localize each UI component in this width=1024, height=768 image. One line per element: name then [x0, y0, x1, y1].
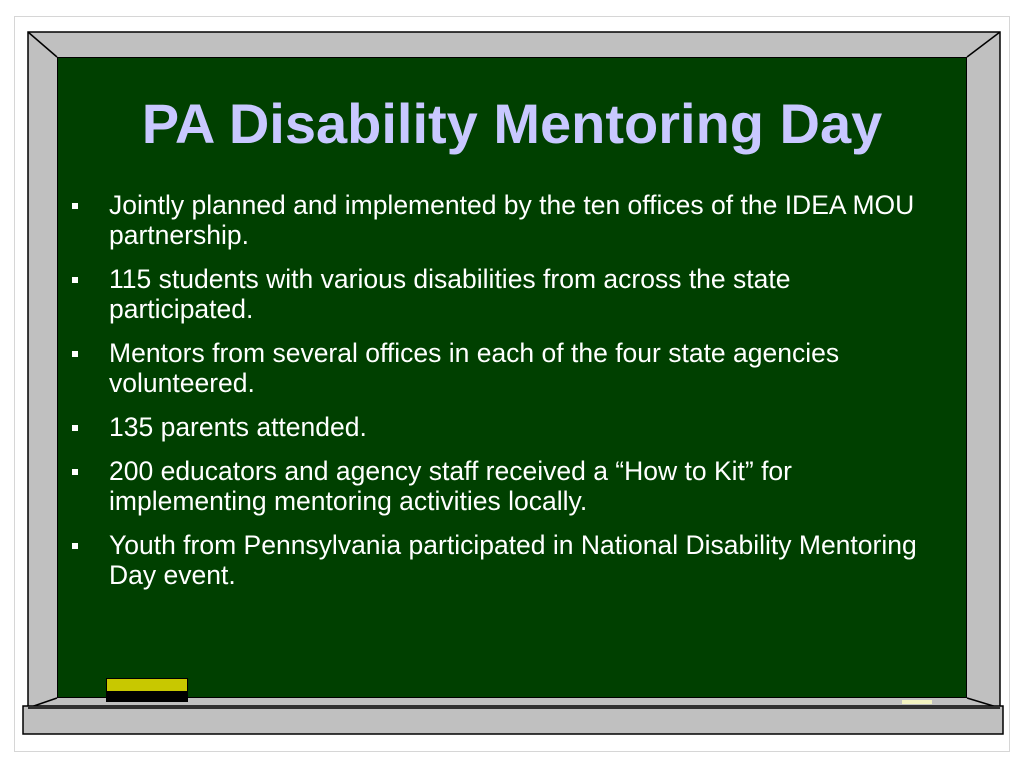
eraser-handle — [106, 692, 188, 702]
square-bullet-icon — [72, 351, 78, 357]
bullet-text: 135 parents attended. — [109, 412, 367, 442]
bullet-text: Jointly planned and implemented by the ten offices of the IDEA MOU partnership. — [109, 190, 915, 250]
bullet-item — [72, 264, 942, 324]
chalk-icon — [902, 700, 932, 704]
square-bullet-icon — [72, 425, 78, 431]
bullet-text: 115 students with various disabilities from across the state participated. — [109, 264, 791, 324]
bullet-item — [72, 338, 942, 398]
bullet-item — [72, 190, 942, 250]
square-bullet-icon — [72, 543, 78, 549]
bullet-list — [72, 190, 942, 604]
eraser-icon — [106, 678, 188, 702]
slide-title: PA Disability Mentoring Day — [141, 92, 883, 155]
bullet-text: Mentors from several offices in each of the four state agencies volunteered. — [109, 338, 840, 398]
chalk-tray — [23, 706, 1003, 734]
bullet-text: Youth from Pennsylvania participated in National Disability Mentoring Day event. — [109, 530, 917, 590]
bullet-text: 200 educators and agency staff received a “How to Kit” for implementing mentoring activities locally. — [109, 456, 792, 516]
bullet-item — [72, 456, 942, 516]
bullet-item — [72, 412, 942, 442]
square-bullet-icon — [72, 469, 78, 475]
square-bullet-icon — [72, 203, 78, 209]
square-bullet-icon — [72, 277, 78, 283]
eraser-felt — [106, 678, 188, 692]
bullet-item — [72, 530, 942, 590]
